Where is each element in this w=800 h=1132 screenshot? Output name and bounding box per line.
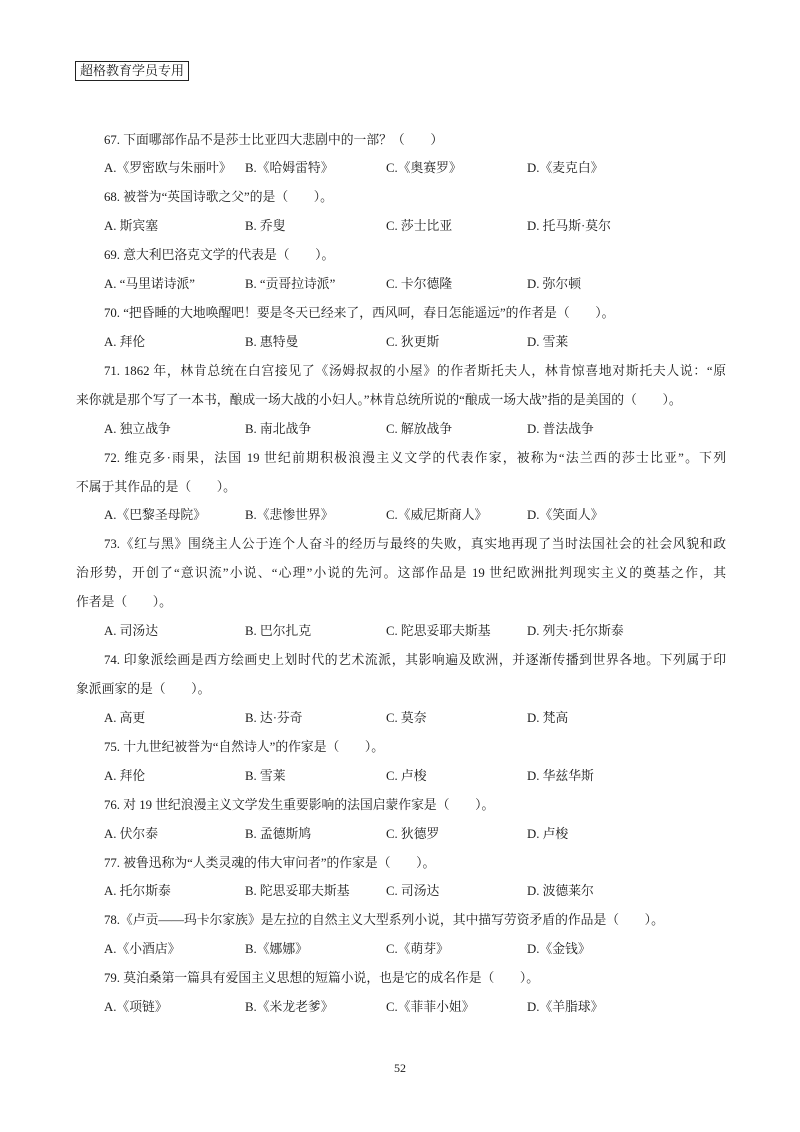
option-b: B. 南北战争 (245, 421, 312, 436)
header-label: 超格教育学员专用 (75, 61, 189, 81)
option-a: A.《罗密欧与朱丽叶》 (104, 161, 232, 176)
question-stem-line: 77. 被鲁迅称为“人类灵魂的伟大审问者”的作家是（ ）。 (104, 855, 436, 870)
option-b: B. 达·芬奇 (245, 710, 303, 725)
page-number: 52 (394, 1061, 406, 1075)
option-a: A.《项链》 (104, 1000, 168, 1015)
option-d: D. 卢梭 (527, 826, 569, 841)
option-b: B. 陀思妥耶夫斯基 (245, 884, 350, 899)
options-row (76, 212, 726, 241)
options-row (76, 415, 726, 444)
question-68 (76, 183, 726, 241)
question-79 (76, 964, 726, 1022)
question-78 (76, 906, 726, 964)
option-d: D. 托马斯·莫尔 (527, 219, 611, 234)
question-stem-line: 不属于其作品的是（ ）。 (76, 479, 236, 494)
question-stem-line: 79. 莫泊桑第一篇具有爱国主义思想的短篇小说，也是它的成名作是（ ）。 (104, 971, 540, 986)
option-c: C. 解放战争 (386, 421, 453, 436)
option-c: C. 卢梭 (386, 768, 427, 783)
question-stem-line: 73.《红与黑》围绕主人公于连个人奋斗的经历与最终的失败，真实地再现了当时法国社会的社会风貌和政 (104, 537, 726, 552)
question-72 (76, 444, 726, 531)
option-c: C. 狄德罗 (386, 826, 440, 841)
question-stem-line: 78.《卢贡——玛卡尔家族》是左拉的自然主义大型系列小说，其中描写劳资矛盾的作品是（ ）。 (104, 913, 664, 928)
option-c: C.《菲菲小姐》 (386, 1000, 475, 1015)
question-73 (76, 530, 726, 646)
question-stem-line: 67. 下面哪部作品不是莎士比亚四大悲剧中的一部？（ ） (104, 132, 444, 147)
question-76 (76, 791, 726, 849)
option-a: A. 司汤达 (104, 624, 159, 639)
question-stem-line: 70. “把昏睡的大地唤醒吧！要是冬天已经来了，西风呵，春日怎能遥远”的作者是（ ）。 (104, 306, 615, 321)
option-c: C. 狄更斯 (386, 334, 440, 349)
options-row (76, 501, 726, 530)
option-b: B. 孟德斯鸠 (245, 826, 312, 841)
option-d: D.《羊脂球》 (527, 1000, 604, 1015)
question-stem-line: 68. 被誉为“英国诗歌之父”的是（ ）。 (104, 190, 333, 205)
question-stem-line: 72. 维克多·雨果，法国 19 世纪前期积极浪漫主义文学的代表作家，被称为“法兰西的莎士比亚”。下列 (104, 450, 726, 465)
option-a: A. 拜伦 (104, 334, 146, 349)
option-b: B.《米龙老爹》 (245, 1000, 334, 1015)
option-d: D.《金钱》 (527, 942, 591, 957)
question-77 (76, 849, 726, 907)
option-b: B. 惠特曼 (245, 334, 299, 349)
option-a: A. 拜伦 (104, 768, 146, 783)
question-stem-line: 75. 十九世纪被誉为“自然诗人”的作家是（ ）。 (104, 739, 385, 754)
option-d: D.《麦克白》 (527, 161, 604, 176)
option-b: B. 乔叟 (245, 219, 286, 234)
option-d: D. 梵高 (527, 710, 569, 725)
options-row (76, 154, 726, 183)
option-d: D. 列夫·托尔斯泰 (527, 624, 624, 639)
question-stem-line: 74. 印象派绘画是西方绘画史上划时代的艺术流派，其影响遍及欧洲，并逐渐传播到世界各地。下列属于印 (104, 653, 726, 668)
question-stem-line: 76. 对 19 世纪浪漫主义文学发生重要影响的法国启蒙作家是（ ）。 (104, 797, 495, 812)
option-c: C.《萌芽》 (386, 942, 449, 957)
question-71 (76, 357, 726, 444)
option-c: C.《奥赛罗》 (386, 161, 462, 176)
question-74 (76, 646, 726, 733)
option-d: D. 弥尔顿 (527, 277, 582, 292)
option-c: C. 莫奈 (386, 710, 427, 725)
option-b: B. “贡哥拉诗派” (245, 277, 336, 292)
option-c: C. 司汤达 (386, 884, 440, 899)
option-a: A. 托尔斯泰 (104, 884, 171, 899)
option-a: A. “马里诺诗派” (104, 277, 195, 292)
option-d: D.《笑面人》 (527, 508, 604, 523)
options-row (76, 762, 726, 791)
option-a: A. 斯宾塞 (104, 219, 159, 234)
question-stem-line: 69. 意大利巴洛克文学的代表是（ ）。 (104, 248, 335, 263)
options-row (76, 704, 726, 733)
option-b: B. 雪莱 (245, 768, 286, 783)
option-c: C.《威尼斯商人》 (386, 508, 488, 523)
option-d: D. 华兹华斯 (527, 768, 594, 783)
option-b: B.《哈姆雷特》 (245, 161, 334, 176)
option-d: D. 波德莱尔 (527, 884, 594, 899)
option-a: A. 高更 (104, 710, 146, 725)
option-a: A. 伏尔泰 (104, 826, 159, 841)
options-row (76, 270, 726, 299)
question-67 (76, 126, 726, 184)
option-b: B. 巴尔扎克 (245, 624, 312, 639)
option-a: A. 独立战争 (104, 421, 171, 436)
options-row (76, 328, 726, 357)
option-b: B.《娜娜》 (245, 942, 308, 957)
question-stem-line: 治形势，开创了“意识流”小说、“心理”小说的先河。这部作品是 19 世纪欧洲批判现实主义的奠基之作，其 (76, 566, 726, 581)
option-c: C. 卡尔德隆 (386, 277, 453, 292)
options-row (76, 935, 726, 964)
option-a: A.《巴黎圣母院》 (104, 508, 207, 523)
options-row (76, 820, 726, 849)
option-c: C. 莎士比亚 (386, 219, 453, 234)
question-69 (76, 241, 726, 299)
option-c: C. 陀思妥耶夫斯基 (386, 624, 491, 639)
question-stem-line: 作者是（ ）。 (76, 595, 172, 610)
option-d: D. 雪莱 (527, 334, 569, 349)
option-a: A.《小酒店》 (104, 942, 181, 957)
options-row (76, 617, 726, 646)
option-b: B.《悲惨世界》 (245, 508, 334, 523)
question-list (76, 126, 726, 1023)
question-stem-line: 来你就是那个写了一本书，酿成一场大战的小妇人。”林肯总统所说的“酿成一场大战”指的是美国的（ ）。 (76, 392, 682, 407)
question-stem-line: 象派画家的是（ ）。 (76, 682, 211, 697)
options-row (76, 877, 726, 906)
question-70 (76, 299, 726, 357)
options-row (76, 993, 726, 1022)
question-stem-line: 71. 1862 年，林肯总统在白宫接见了《汤姆叔叔的小屋》的作者斯托夫人，林肯惊喜地对斯托夫人说：“原 (104, 363, 726, 378)
option-d: D. 普法战争 (527, 421, 594, 436)
question-75 (76, 733, 726, 791)
